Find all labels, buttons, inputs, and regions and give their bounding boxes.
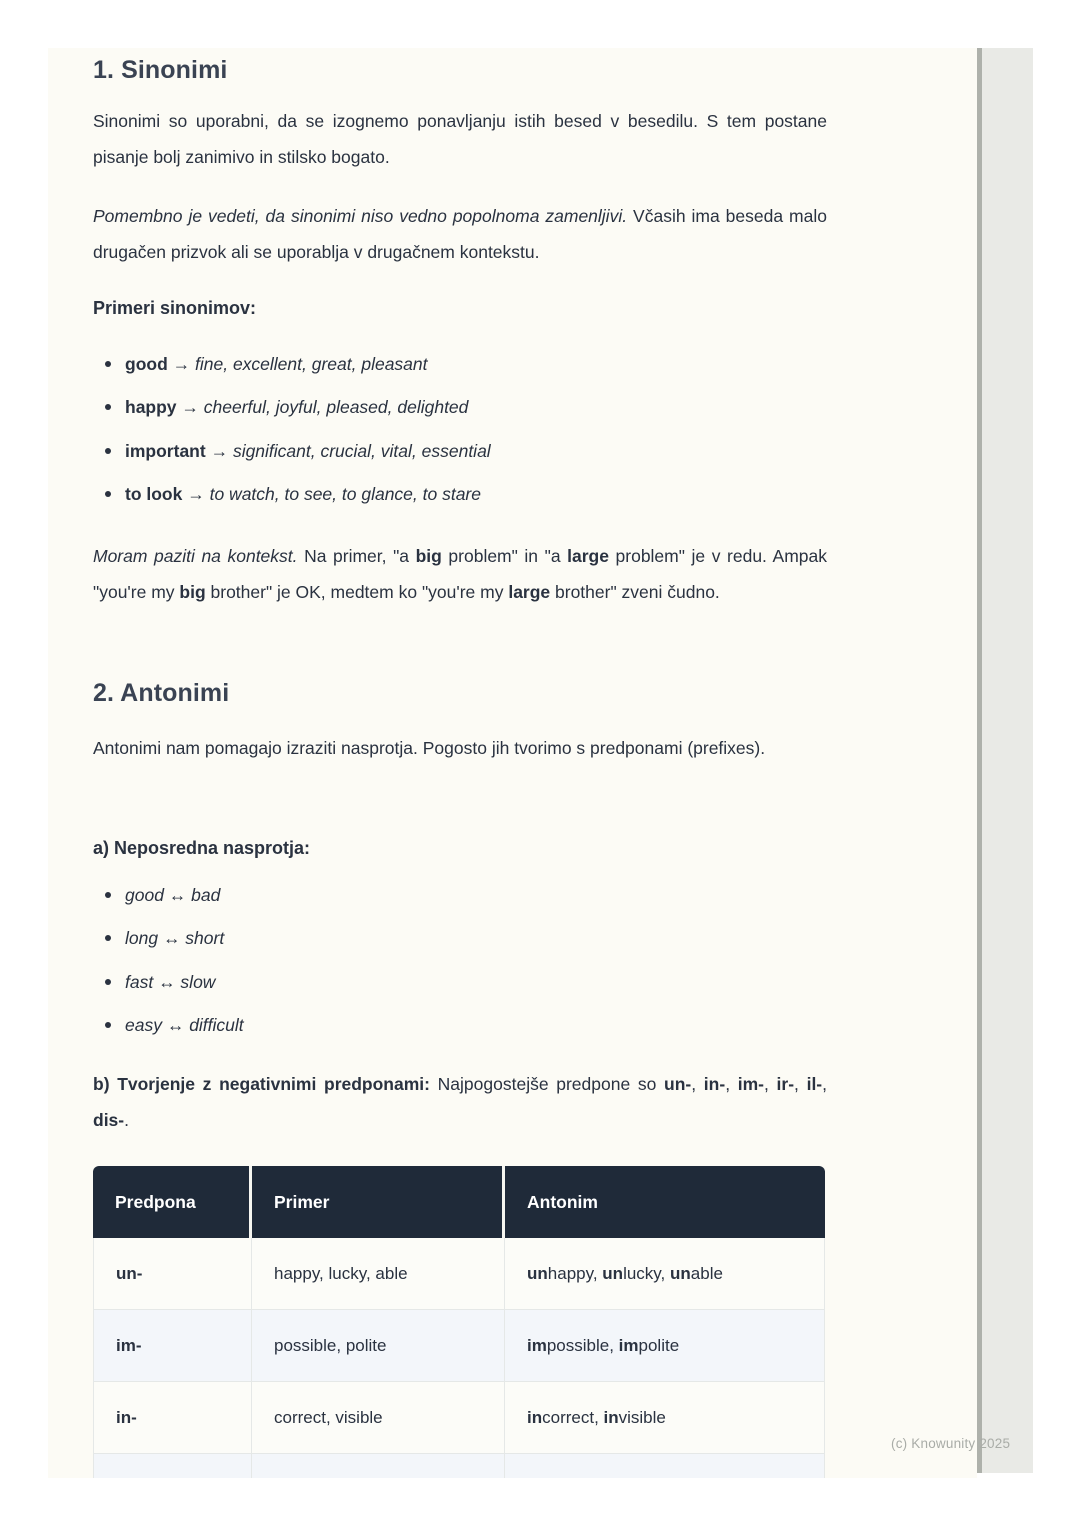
bullet-icon [105,404,111,410]
paragraph-antonimi-intro: Antonimi nam pomagajo izraziti nasprotja. Pogosto jih tvorimo s predponami (prefixes). [93,738,766,758]
bullet-icon [105,892,111,898]
list-item [125,883,220,907]
list-item-text: to look → to watch, to see, to glance, to stare [125,484,481,504]
section-heading-antonimi: 2. Antonimi [93,679,230,707]
list-item-text: fast ↔ slow [125,972,216,992]
paragraph-context-warning: Moram paziti na kontekst. Na primer, "a big problem" in "a large problem" je v redu. Ampak "you're my big brother" je OK, medtem ko "you're my large brother" zveni čudno. [93,546,827,602]
cell-primer [252,1454,505,1478]
bullet-icon [105,491,111,497]
section-heading-sinonimi: 1. Sinonimi [93,56,228,84]
list-item-text: happy → cheerful, joyful, pleased, delighted [125,397,469,417]
table-row-partial [93,1454,825,1478]
document-page [48,48,977,1478]
column-header-antonim: Antonim [505,1166,825,1238]
cell-antonim [505,1454,825,1478]
cell-antonim: incorrect, invisible [505,1382,825,1454]
list-item [125,970,215,994]
list-item [125,439,491,463]
table-row [93,1382,825,1454]
cell-prefix: un- [93,1238,252,1310]
column-header-predpona: Predpona [93,1166,252,1238]
watermark-text: (c) Knowunity 2025 [891,1436,1011,1451]
right-gutter-panel [977,48,1033,1473]
column-header-primer: Primer [252,1166,505,1238]
list-item-text: easy ↔ difficult [125,1015,244,1035]
list-item-text: good ↔ bad [125,885,221,905]
list-item-text: long ↔ short [125,928,225,948]
list-item [125,482,481,506]
list-item-text: important → significant, crucial, vital, essential [125,441,491,461]
cell-antonim: unhappy, unlucky, unable [505,1238,825,1310]
table-header-row [93,1166,825,1238]
bullet-icon [105,1022,111,1028]
cell-antonim: impossible, impolite [505,1310,825,1382]
cell-primer: correct, visible [252,1382,505,1454]
page-content [93,48,827,1478]
list-item [125,1013,244,1037]
table-row [93,1310,825,1382]
label-neposredna-nasprotja: a) Neposredna nasprotja: [93,838,311,858]
paragraph-sinonimi-note: Pomembno je vedeti, da sinonimi niso vedno popolnoma zamenljivi. Včasih ima beseda malo drugačen prizvok ali se uporablja v drugačnem kontekstu. [93,206,827,262]
bullet-icon [105,361,111,367]
list-item [125,395,468,419]
paragraph-negative-prefixes: b) Tvorjenje z negativnimi predponami: Najpogostejše predpone so un-, in-, im-, ir-, il-, dis-. [93,1074,828,1130]
list-item [125,352,428,376]
cell-primer: happy, lucky, able [252,1238,505,1310]
table-row [93,1238,825,1310]
cell-prefix: im- [93,1310,252,1382]
bullet-icon [105,448,111,454]
cell-prefix [93,1454,252,1478]
bullet-icon [105,935,111,941]
list-item-text: good → fine, excellent, great, pleasant [125,354,428,374]
paragraph-sinonimi-intro: Sinonimi so uporabni, da se izognemo ponavljanju istih besed v besedilu. S tem postane pisanje bolj zanimivo in stilsko bogato. [93,111,827,167]
label-primeri-sinonimov: Primeri sinonimov: [93,298,257,318]
cell-prefix: in- [93,1382,252,1454]
prefix-table [93,1166,825,1478]
bullet-icon [105,979,111,985]
list-item [125,926,224,950]
cell-primer: possible, polite [252,1310,505,1382]
